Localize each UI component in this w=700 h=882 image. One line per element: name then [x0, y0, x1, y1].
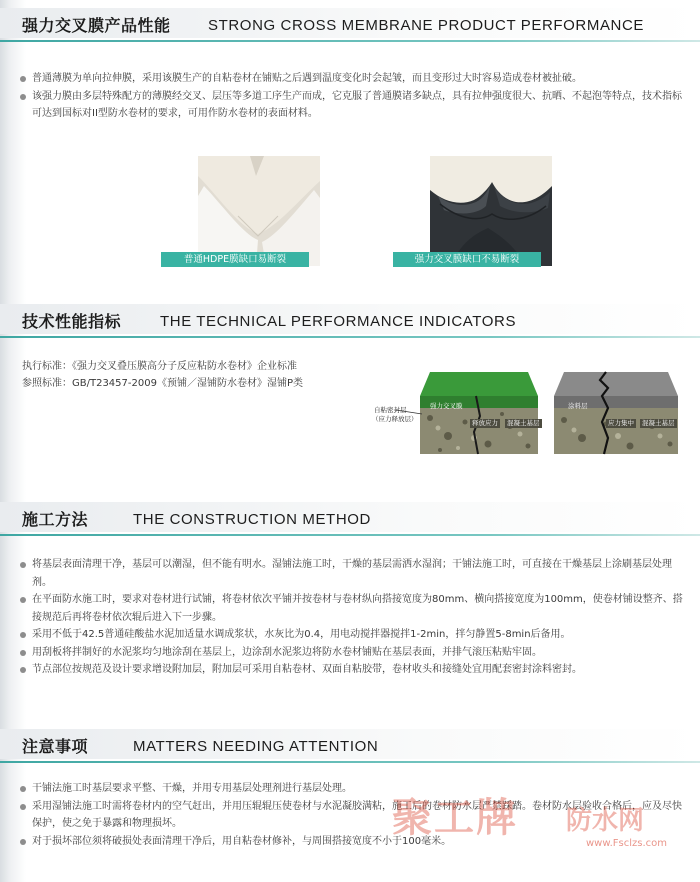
bullet-icon: [20, 667, 26, 673]
watermark-product: 防水网: [566, 806, 645, 836]
bullet-icon: [20, 839, 26, 845]
photo-caption-hdpe: 普通HDPE膜缺口易断裂: [161, 252, 309, 267]
bullet-icon: [20, 562, 26, 568]
diagram-label-cross-film: 强力交叉膜: [430, 402, 463, 410]
list-item: 节点部位按规范及设计要求增设附加层，附加层可采用自粘卷材、双面自粘胶带，卷材收头和接缝处宜用配套密封涂料密封。: [20, 661, 685, 679]
membrane-comparison-diagram: [370, 366, 680, 466]
bullet-icon: [20, 632, 26, 638]
list-item: 对于损坏部位须将破损处表面清理干净后，用自粘卷材修补，与周围搭接宽度不小于100毫米。: [20, 833, 685, 851]
list-item: 在平面防水施工时，要求对卷材进行试铺，将卷材依次平铺并按卷材与卷材纵向搭接宽度为80mm、横向搭接宽度为100mm，使卷材铺设整齐、搭接规范后再将卷材依次辊后进入下一步骤。: [20, 591, 685, 626]
watermark-url: www.Fsclzs.com: [586, 838, 668, 849]
standard-ref: 参照标准：GB/T23457-2009《预铺／湿铺防水卷材》湿铺P类: [22, 378, 303, 389]
section-header-product: [0, 8, 700, 42]
bullet-icon: [20, 650, 26, 656]
section-title-cn: 强力交叉膜产品性能: [22, 16, 171, 35]
photo-caption-cross-film: 强力交叉膜缺口不易断裂: [393, 252, 541, 267]
section-title-en: THE TECHNICAL PERFORMANCE INDICATORS: [160, 313, 517, 330]
bullet-icon: [20, 76, 26, 82]
list-item: 采用湿铺法施工时需将卷材内的空气赶出，并用压辊辊压使卷材与水泥凝胶满粘，施工后的卷材防水层严禁踩踏。卷材防水层验收合格后，应及尽快保护，使之免于暴露和物理损坏。: [20, 798, 685, 833]
header-rule: [0, 40, 700, 42]
section-title-cn: 施工方法: [22, 510, 89, 529]
list-item: 用刮板将拌制好的水泥浆均匀地涂刮在基层上，边涂刮水泥浆边将防水卷材铺贴在基层表面，并排气滚压粘贴牢固。: [20, 644, 685, 662]
list-item: 干铺法施工时基层要求平整、干燥，并用专用基层处理剂进行基层处理。: [20, 780, 685, 798]
diagram-label-stress-concentration: 应力集中: [608, 419, 634, 427]
bullet-icon: [20, 786, 26, 792]
section-title-cn: 注意事项: [22, 737, 89, 756]
section-title-en: MATTERS NEEDING ATTENTION: [133, 738, 379, 755]
hdpe-film-photo: [198, 156, 320, 266]
header-rule: [0, 336, 700, 338]
bullet-icon: [20, 804, 26, 810]
header-rule: [0, 761, 700, 763]
section-title-en: THE CONSTRUCTION METHOD: [133, 511, 371, 528]
stress-release-layer-label: （应力释放层）: [372, 415, 418, 423]
watermark-brand: 聚工牌: [392, 795, 518, 841]
section-header-construction: [0, 502, 700, 536]
diagram-label-concrete-right: 混凝土基层: [642, 419, 675, 427]
torn-hdpe-film-image: [198, 156, 320, 266]
bullet-icon: [20, 94, 26, 100]
cross-film-photo: [430, 156, 552, 266]
diagram-label-coating: 涂料层: [568, 402, 588, 410]
section-header-technical: [0, 304, 700, 338]
section-header-attention: [0, 729, 700, 763]
list-item: 采用不低于42.5普通硅酸盐水泥加适量水调成浆状，水灰比为0.4，用电动搅拌器搅拌1-2min，拌匀静置5-8min后备用。: [20, 626, 685, 644]
black-cross-film-image: [430, 156, 552, 266]
section-title-cn: 技术性能指标: [22, 312, 122, 331]
list-item: 将基层表面清理干净，基层可以潮湿，但不能有明水。湿铺法施工时，干燥的基层需洒水湿润；干铺法施工时，可直接在干燥基层上涂刷基层处理剂。: [20, 556, 685, 591]
bullet-icon: [20, 597, 26, 603]
section-title-en: STRONG CROSS MEMBRANE PRODUCT PERFORMANCE: [208, 17, 645, 34]
list-item: 普通薄膜为单向拉伸膜，采用该膜生产的自粘卷材在铺贴之后遇到温度变化时会起皱，而且变形过大时容易造成卷材被扯破。: [20, 70, 685, 88]
diagram-label-stress-release: 释放应力: [472, 419, 498, 427]
product-bullet-list: [20, 70, 685, 123]
header-rule: [0, 534, 700, 536]
standard-exec: 执行标准：《强力交叉叠压膜高分子反应粘防水卷材》企业标准: [22, 361, 297, 372]
diagram-label-concrete-left: 混凝土基层: [507, 419, 540, 427]
construction-bullet-list: [20, 556, 685, 679]
list-item: 该强力膜由多层特殊配方的薄膜经交叉、层压等多道工序生产而成，它克服了普通膜诸多缺点，具有拉伸强度很大、抗晒、不起泡等特点，技术指标可达到国标对II型防水卷材的要求，可用作防水卷材的表面材料。: [20, 88, 685, 123]
sealing-layer-label: 自粘密封层: [374, 406, 407, 414]
